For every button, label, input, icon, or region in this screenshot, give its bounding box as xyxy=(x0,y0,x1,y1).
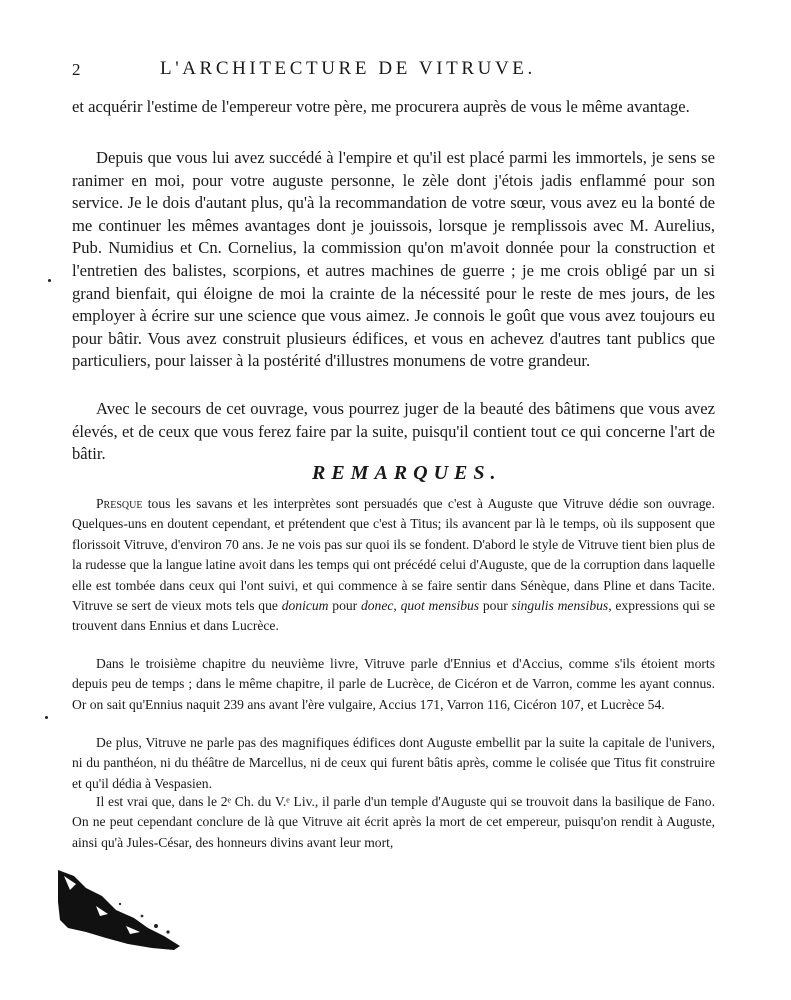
page-number: 2 xyxy=(72,60,81,79)
paragraph-continuation: et acquérir l'estime de l'empereur votre père, me procurera auprès de vous le même avantage. xyxy=(72,97,690,116)
latin-term: donicum xyxy=(281,598,329,614)
latin-term: quot mensibus xyxy=(400,598,480,614)
note-first-word: Presque xyxy=(96,496,143,511)
note-text: pour xyxy=(328,598,361,614)
latin-term: donec xyxy=(360,598,394,614)
remark-note-2: Dans le troisième chapitre du neuvième livre, Vitruve parle d'Ennius et d'Accius, comme s'ils étoient morts depuis peu de temps ; dans le même chapitre, il parle de Lucrèce, de Cicéron et de Varron, comme les ayant connus. Or on sait qu'Ennius naquit 239 ans avant l'ère vulgaire, Accius 171, Varron 116, Cicéron 107, et Lucrèce 54. xyxy=(72,656,715,712)
note-text: tous les savans et les interprètes sont persuadés que c'est à Auguste que Vitruve dédie son ouvrage. Quelques-uns en doutent cependant, et prétendent que c'est à Titus; ils avancent par là le temps, où ils supposent que florissoit Vitruve, d'environ 70 ans. Je ne vois pas sur quoi ils se fondent. D'abord le style de Vitruve tient bien plus de la rudesse que la langue latine avoit dans les temps qui ont précédé celui d'Auguste, que de la corruption dans laquelle elle est tombée dans ceux qui l'ont suivi, et qui commence à se faire sentir dans Sénèque, dans Pline et dans Tacite. Vitruve se sert de vieux mots tels que xyxy=(72,496,715,614)
margin-speck xyxy=(45,716,48,719)
note-text: , xyxy=(393,598,401,614)
page-header xyxy=(72,58,712,84)
ink-stain xyxy=(56,866,186,952)
remark-note-1 xyxy=(72,494,715,637)
margin-speck xyxy=(48,279,51,282)
paragraph-dedication: Depuis que vous lui avez succédé à l'empire et qu'il est placé parmi les immortels, je sens se ranimer en moi, pour votre auguste personne, le zèle dont j'étois jadis enflammé pour son service. Je le dois d'autant plus, qu'à la recommandation de votre sœur, vous avez eu la bonté de me continuer les mêmes avantages dont je jouissois, lorsque je remplissois avec M. Aurelius, Pub. Numidius et Cn. Cornelius, la commission qu'on m'avoit donnée pour la construction et l'entretien des balistes, scorpions, et autres machines de guerre ; je me crois obligé par un si grand bienfait, qui éloigne de moi la crainte de la nécessité pour le reste de mes jours, de les employer à écrire sur une science que vous aimez. Je connois le goût que vous avez toujours eu pour bâtir. Vous avez construit plusieurs édifices, et vous en achevez d'autres tant publics que particuliers, pour laisser à la postérité d'illustres monumens de votre grandeur. xyxy=(72,148,715,371)
latin-term: singulis mensibus xyxy=(511,598,609,614)
remarks-heading: REMARQUES. xyxy=(312,462,502,484)
note-text: pour xyxy=(479,598,512,614)
remark-note-3: De plus, Vitruve ne parle pas des magnifiques édifices dont Auguste embellit par la suite la capitale de l'univers, ni du panthéon, ni du théâtre de Marcellus, ni de ceux qui furent bâtis après, comme le colisée que Titus fit construire et qu'il dédia à Vespasien. xyxy=(72,735,715,791)
note-text: , expressions qui se trouvent dans Ennius et dans Lucrèce. xyxy=(72,598,715,634)
paragraph-purpose: Avec le secours de cet ouvrage, vous pourrez juger de la beauté des bâtimens que vous avez élevés, et de ceux que vous ferez faire par la suite, puisqu'il contient tout ce qui concerne l'art de bâtir. xyxy=(72,399,715,464)
running-title: L'ARCHITECTURE DE VITRUVE. xyxy=(160,58,536,79)
remark-note-4: Il est vrai que, dans le 2ᵉ Ch. du V.ᵉ Liv., il parle d'un temple d'Auguste qui se trouvoit dans la basilique de Fano. On ne peut cependant conclure de là que Vitruve ait écrit après la mort de cet empereur, puisqu'on rendit à Auguste, ainsi qu'à Jules-César, des honneurs divins avant leur mort, xyxy=(72,794,715,850)
